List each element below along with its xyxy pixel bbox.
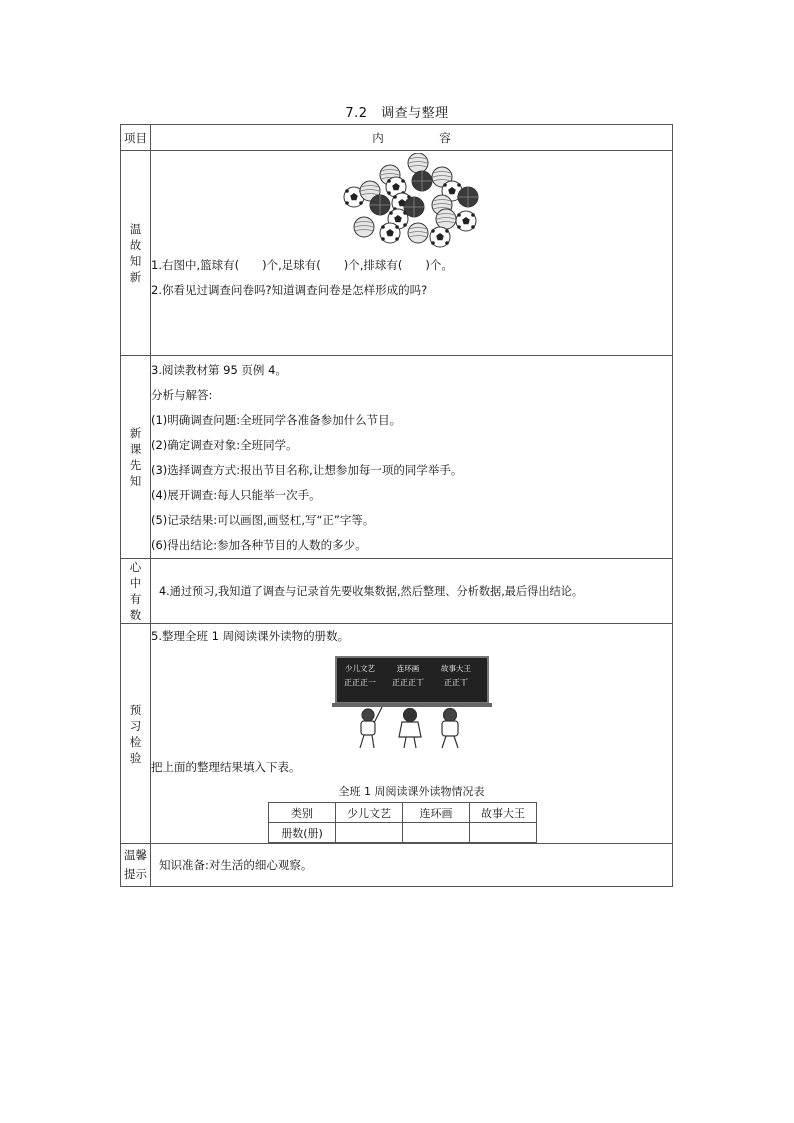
basketball-icon: [370, 195, 390, 215]
page-title: 7.2 调查与整理: [345, 106, 449, 121]
stats-caption: 全班 1 周阅读课外读物情况表: [338, 785, 485, 798]
basketball-icon: [412, 171, 432, 191]
section-label: 温馨提示: [124, 848, 147, 881]
volleyball-icon: [436, 209, 456, 229]
chalk-tray: [332, 703, 492, 707]
section-label: 新课先知: [129, 426, 142, 488]
board-tally: 正正正一: [343, 678, 376, 687]
board-heading: 连环画: [396, 664, 419, 673]
worksheet-table: [120, 124, 673, 887]
lesson-line: (4)展开调查:每人只能举一次手。: [151, 488, 321, 502]
soccer-ball-icon: [380, 223, 400, 243]
blackboard-illustration: [332, 655, 492, 751]
volleyball-icon: [408, 153, 428, 173]
lesson-line: (2)确定调查对象:全班同学。: [151, 438, 298, 452]
lesson-line: (3)选择调查方式:报出节目名称,让想参加每一项的同学举手。: [151, 463, 463, 477]
volleyball-icon: [408, 223, 428, 243]
stats-header: 少儿文艺: [336, 803, 403, 823]
child-figure: [399, 709, 421, 749]
section-tips: [121, 844, 673, 887]
section-new-lesson: [121, 356, 673, 559]
board-heading: 故事大王: [440, 664, 471, 673]
child-figure: [360, 707, 382, 748]
header-item-label: 项目: [121, 125, 151, 151]
summary-line: 4.通过预习,我知道了调查与记录首先要收集数据,然后整理、分析数据,最后得出结论。: [159, 584, 584, 598]
child-figure: [442, 709, 458, 749]
tip-line: 知识准备:对生活的细心观察。: [159, 857, 313, 872]
header-content-label: 内 容: [151, 125, 673, 151]
volleyball-icon: [354, 217, 374, 237]
soccer-ball-icon: [456, 211, 476, 231]
section-label: 心中有数: [129, 560, 142, 622]
basketball-icon: [458, 187, 478, 207]
lesson-line: 3.阅读教材第 95 页例 4。: [151, 363, 287, 377]
stats-header: 故事大王: [470, 803, 537, 823]
fill-instruction: 把上面的整理结果填入下表。: [151, 760, 301, 774]
question-1: 1.右图中,篮球有( )个,足球有( )个,排球有( )个。: [151, 258, 453, 272]
lesson-line: (5)记录结果:可以画图,画竖杠,写“正”字等。: [151, 513, 375, 527]
task-5: 5.整理全班 1 周阅读课外读物的册数。: [151, 629, 350, 643]
stats-header: 连环画: [403, 803, 470, 823]
section-label: 预习检验: [129, 702, 142, 765]
blank-cell[interactable]: [470, 823, 537, 843]
board-tally: 正正丅: [443, 678, 468, 687]
section-check: [121, 624, 673, 844]
section-review: [121, 151, 673, 356]
blank-cell[interactable]: [403, 823, 470, 843]
header-row: [121, 125, 673, 151]
question-2: 2.你看见过调查问卷吗?知道调查问卷是怎样形成的吗?: [151, 283, 428, 297]
board-tally: 正正正丅: [391, 678, 424, 687]
section-label: 温故知新: [129, 222, 142, 284]
section-summary: [121, 559, 673, 624]
soccer-ball-icon: [430, 227, 450, 247]
blank-cell[interactable]: [336, 823, 403, 843]
stats-header-row: [269, 803, 537, 823]
stats-count-row: [269, 823, 537, 843]
stats-row-label: 册数(册): [269, 823, 336, 843]
lesson-line: (6)得出结论:参加各种节目的人数的多少。: [151, 538, 367, 552]
stats-header: 类别: [269, 803, 336, 823]
lesson-line: (1)明确调查问题:全班同学各准备参加什么节目。: [151, 413, 402, 427]
board-heading: 少儿文艺: [344, 664, 375, 673]
stats-table: [268, 802, 537, 843]
lesson-line: 分析与解答:: [151, 388, 213, 402]
balls-illustration: [342, 153, 482, 249]
